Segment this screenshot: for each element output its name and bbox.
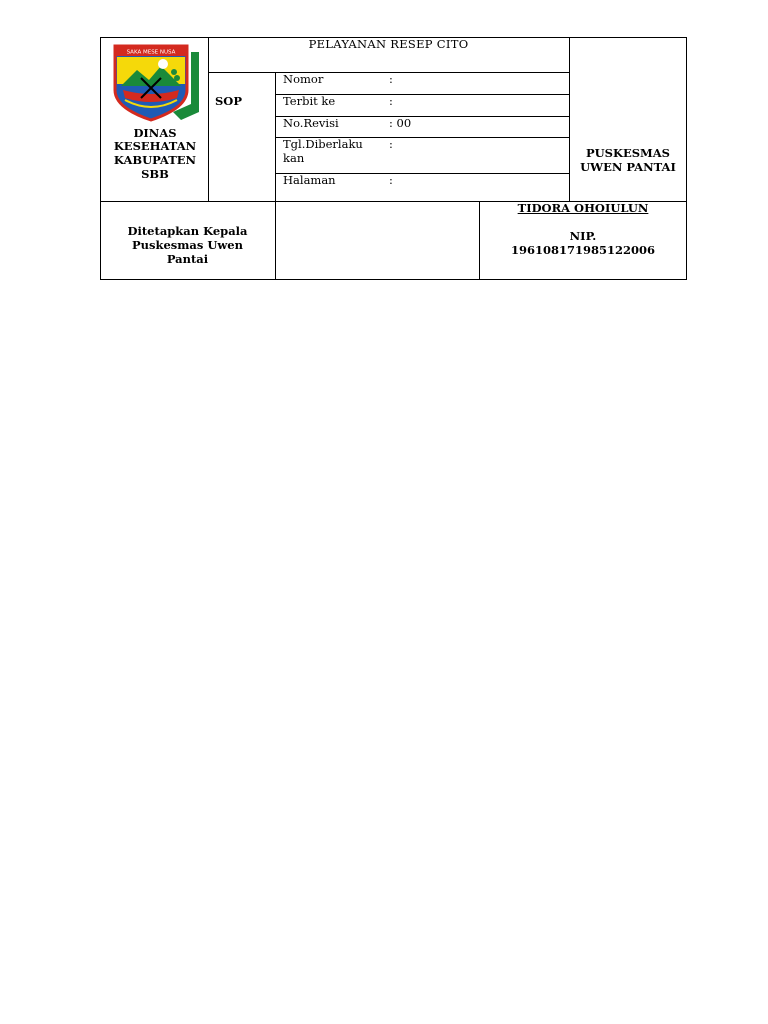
meta-value-halaman: :	[389, 173, 393, 187]
institution-line-4: SBB	[141, 167, 169, 181]
meta-value-tgl: :	[389, 137, 393, 151]
meta-label-terbit: Terbit ke	[283, 94, 336, 108]
meta-label-nomor: Nomor	[283, 72, 324, 86]
approval-line-1: Ditetapkan Kepala	[127, 224, 248, 238]
logo-banner-text: SAKA MESE NUSA	[126, 49, 176, 56]
document-title: PELAYANAN RESEP CITO	[308, 37, 469, 51]
puskesmas-line-1: PUSKESMAS	[585, 146, 670, 160]
meta-label-halaman: Halaman	[283, 173, 336, 187]
institution-line-2: KESEHATAN	[113, 139, 197, 153]
nip-value: 196108171985122006	[510, 243, 656, 257]
institution-line-1: DINAS	[133, 126, 177, 140]
meta-value-revisi: : 00	[389, 116, 412, 130]
doc-type-label: SOP	[215, 94, 242, 108]
meta-value-nomor: :	[389, 72, 393, 86]
institution-line-3: KABUPATEN	[113, 153, 197, 167]
approval-line-3: Pantai	[166, 252, 209, 266]
regency-emblem-icon	[111, 42, 201, 124]
meta-label-revisi: No.Revisi	[283, 116, 339, 130]
puskesmas-line-2: UWEN PANTAI	[580, 160, 676, 174]
divider-lower-1	[275, 201, 276, 280]
approval-line-2: Puskesmas Uwen	[132, 238, 243, 252]
divider-logo	[208, 37, 209, 201]
nip-label: NIP.	[569, 229, 597, 243]
meta-label-tgl-line-1: Tgl.Diberlaku	[283, 137, 363, 151]
divider-right	[569, 37, 570, 201]
signatory-name: TIDORA OHOIULUN	[517, 201, 649, 215]
meta-value-terbit: :	[389, 94, 393, 108]
meta-label-tgl-line-2: kan	[283, 151, 305, 165]
